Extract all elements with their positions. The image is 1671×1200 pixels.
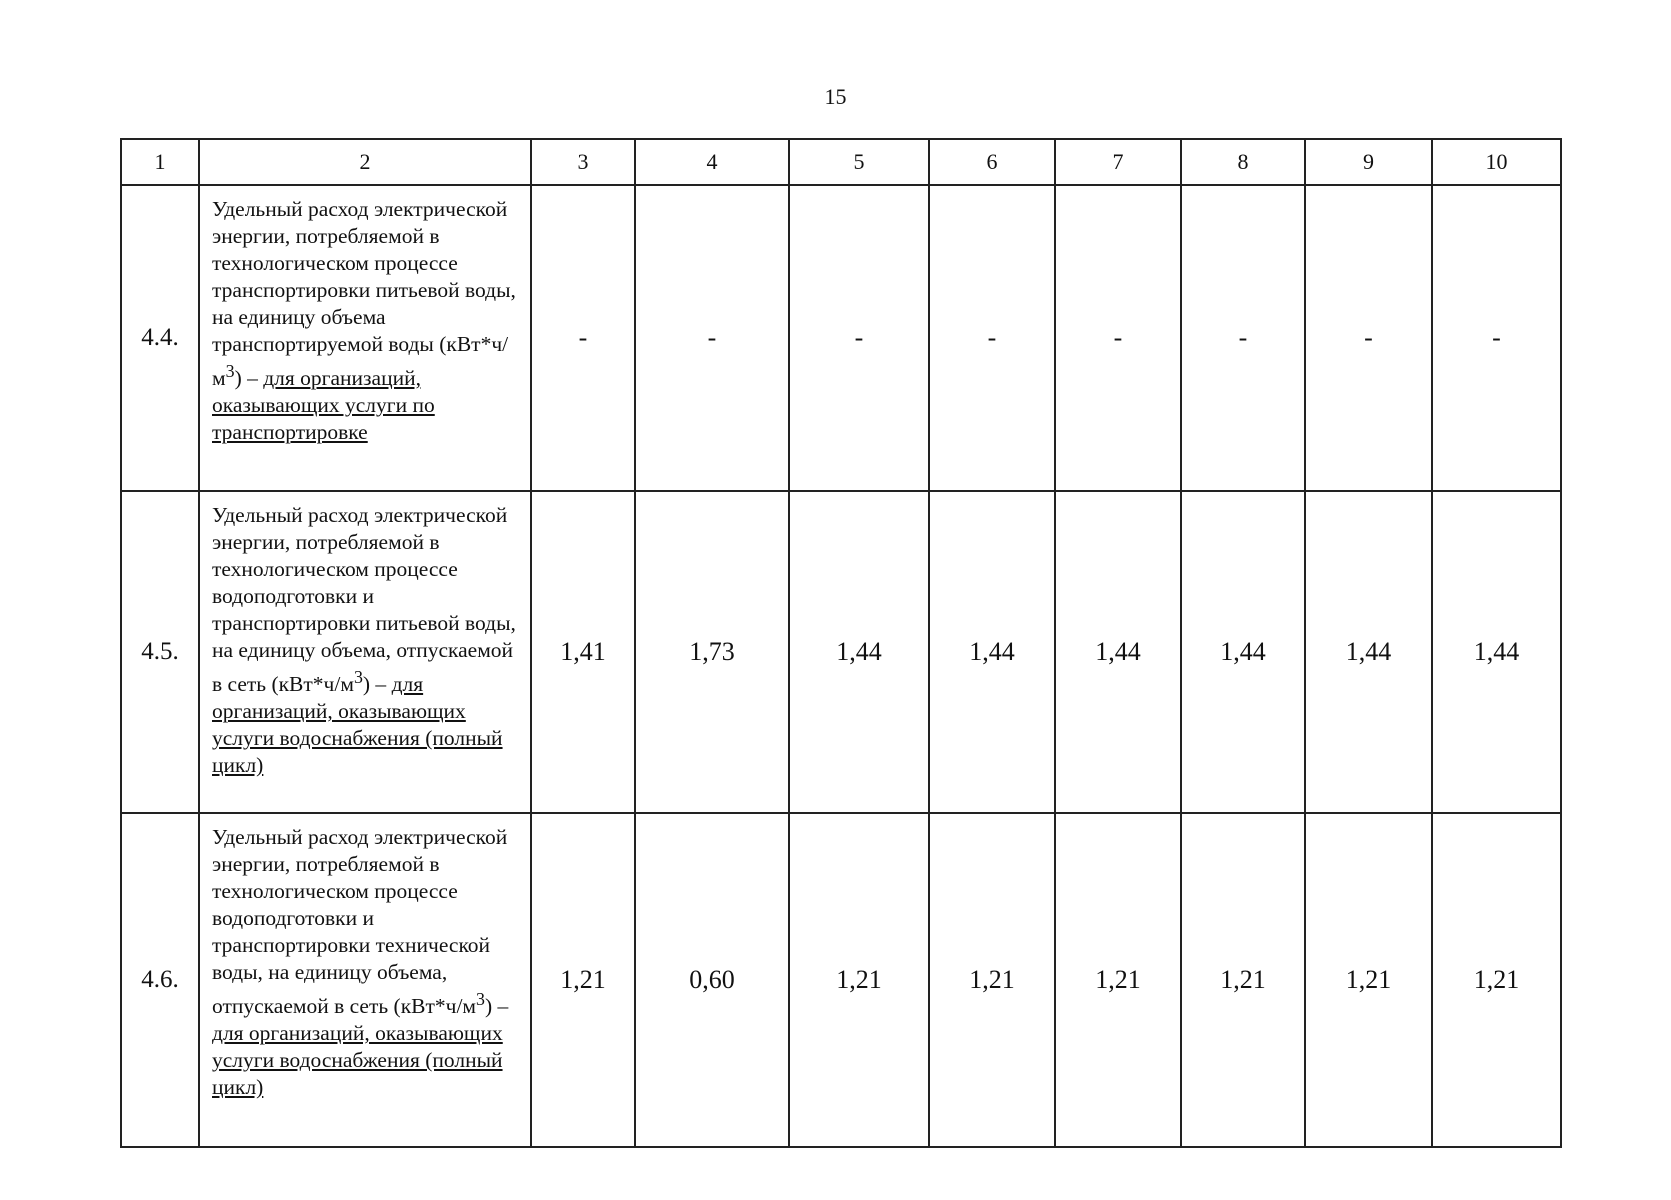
value-cell: 1,44 [1305, 491, 1432, 813]
superscript: 3 [476, 989, 485, 1009]
value-cell: 1,73 [635, 491, 789, 813]
value-cell: 1,44 [1181, 491, 1305, 813]
value-cell: 1,44 [1055, 491, 1181, 813]
value-cell: - [1181, 185, 1305, 491]
value-cell: 1,44 [929, 491, 1055, 813]
value-cell: - [929, 185, 1055, 491]
column-header: 3 [531, 139, 635, 185]
value-cell: 1,21 [929, 813, 1055, 1147]
table-row [121, 813, 1561, 1147]
value-cell: 1,44 [1432, 491, 1561, 813]
column-header: 5 [789, 139, 929, 185]
value-cell: - [789, 185, 929, 491]
value-cell: - [531, 185, 635, 491]
column-header: 8 [1181, 139, 1305, 185]
value-cell: 1,21 [789, 813, 929, 1147]
value-cell: 0,60 [635, 813, 789, 1147]
superscript: 3 [225, 361, 235, 381]
table-row [121, 185, 1561, 491]
column-header: 7 [1055, 139, 1181, 185]
column-header: 2 [199, 139, 531, 185]
value-cell: - [1305, 185, 1432, 491]
row-number: 4.6. [121, 813, 199, 1147]
column-header: 10 [1432, 139, 1561, 185]
description-close: ) – [234, 366, 264, 391]
indicators-table [120, 138, 1562, 1148]
page-number: 15 [824, 84, 847, 109]
value-cell: - [1055, 185, 1181, 491]
value-cell: 1,21 [1055, 813, 1181, 1147]
description-underlined: для организаций, оказывающих услуги по транспортировке [212, 366, 435, 445]
row-description [199, 813, 531, 1147]
value-cell: 1,21 [1181, 813, 1305, 1147]
value-cell: 1,21 [1432, 813, 1561, 1147]
description-close: ) – [362, 672, 392, 697]
description-close: ) – [485, 994, 509, 1019]
value-cell: 1,41 [531, 491, 635, 813]
column-header: 4 [635, 139, 789, 185]
value-cell: - [1432, 185, 1561, 491]
value-cell: 1,44 [789, 491, 929, 813]
description-text: Удельный расход электрической энергии, потребляемой в технологическом процессе водоподготовки и транспортировки питьевой воды, на единицу объема, отпускаемой в сеть (кВт*ч/м [212, 503, 516, 697]
row-number: 4.5. [121, 491, 199, 813]
description-underlined: для организаций, оказывающих услуги водоснабжения (полный цикл) [212, 1021, 503, 1100]
table-header-row [121, 139, 1561, 185]
row-number: 4.4. [121, 185, 199, 491]
description-text: Удельный расход электрической энергии, потребляемой в технологическом процессе водоподготовки и транспортировки технической воды, на единицу объема, отпускаемой в сеть (кВт*ч/м [212, 825, 508, 1019]
column-header: 9 [1305, 139, 1432, 185]
table-row [121, 491, 1561, 813]
column-header: 6 [929, 139, 1055, 185]
row-description [199, 185, 531, 491]
column-header: 1 [121, 139, 199, 185]
description-underlined: для организаций, оказывающих услуги водоснабжения (полный цикл) [212, 672, 503, 778]
value-cell: 1,21 [531, 813, 635, 1147]
superscript: 3 [353, 667, 363, 687]
value-cell: - [635, 185, 789, 491]
row-description [199, 491, 531, 813]
value-cell: 1,21 [1305, 813, 1432, 1147]
description-text: Удельный расход электрической энергии, потребляемой в технологическом процессе транспортировки питьевой воды, на единицу объема транспортируемой воды (кВт*ч/м [212, 197, 516, 391]
